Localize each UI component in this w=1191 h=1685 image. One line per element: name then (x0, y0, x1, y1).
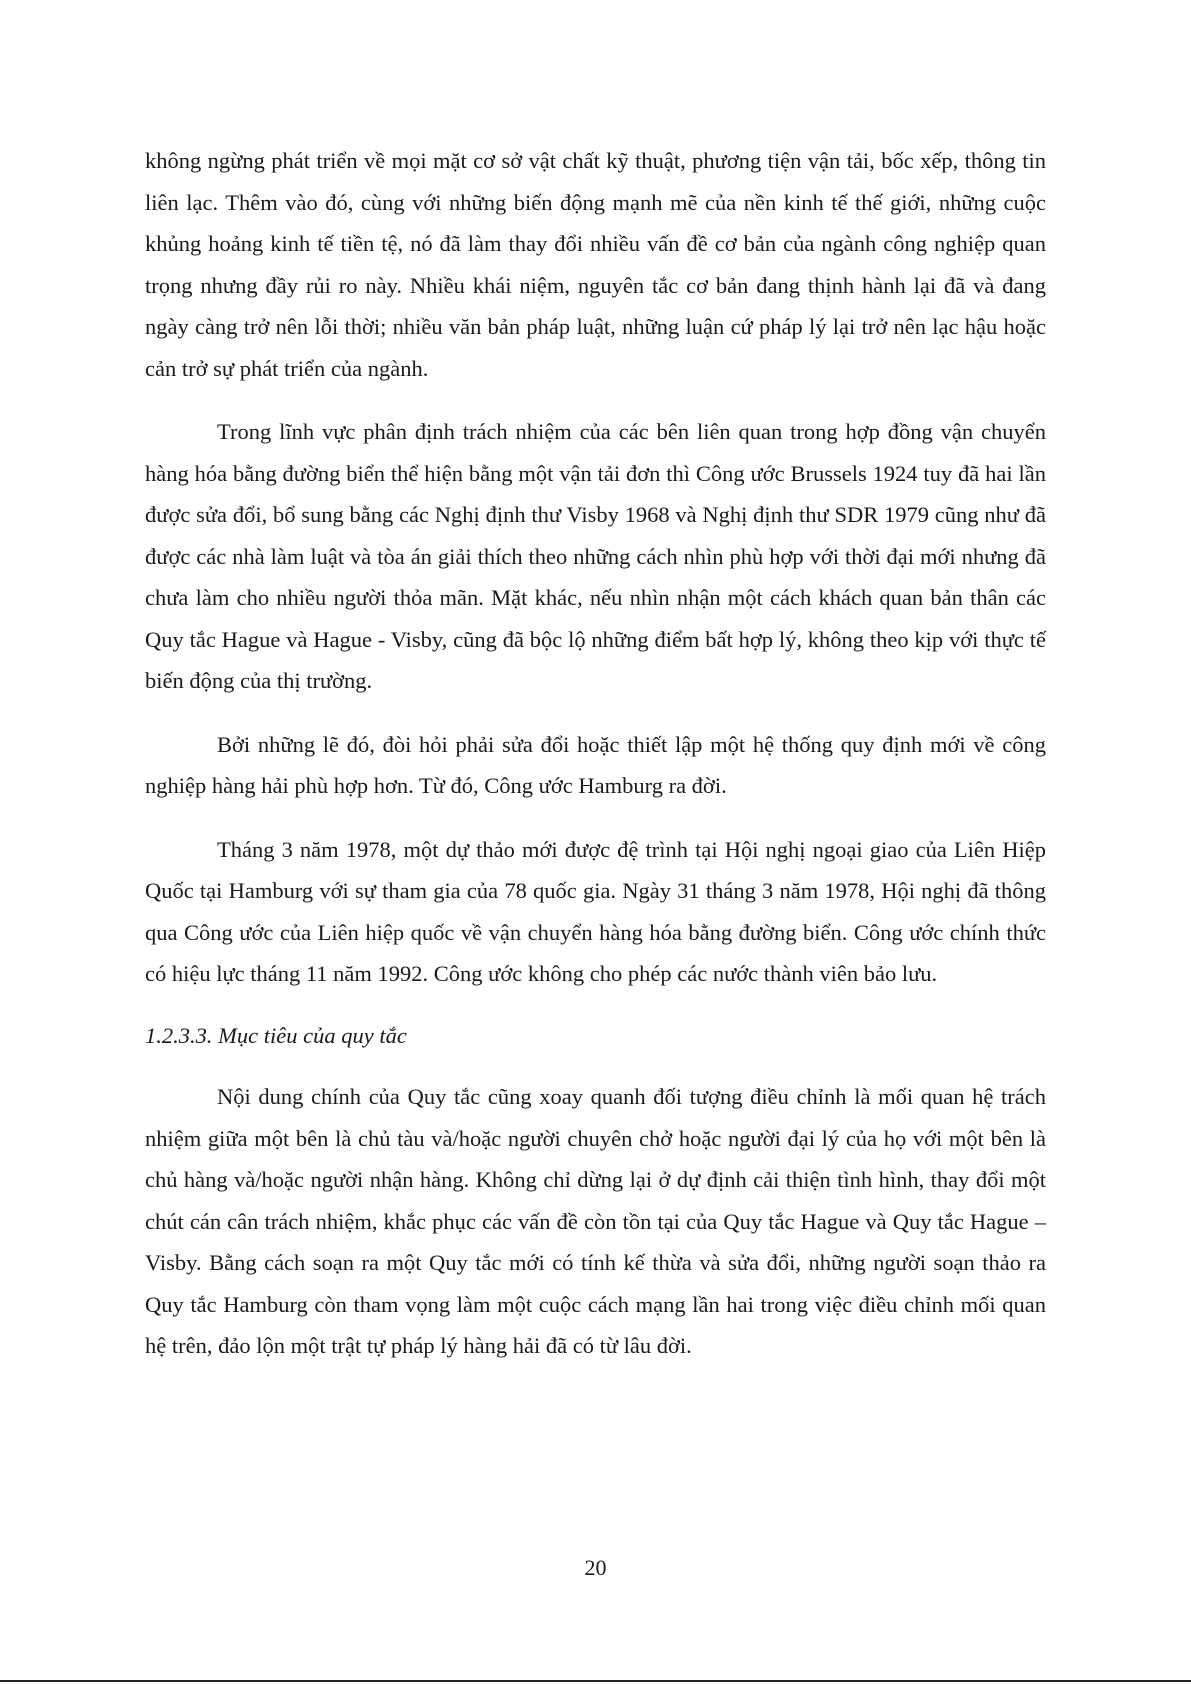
bottom-divider (0, 1680, 1191, 1682)
paragraph-continuation: không ngừng phát triển về mọi mặt cơ sở vật chất kỹ thuật, phương tiện vận tải, bốc xếp, thông tin liên lạc. Thêm vào đó, cùng với những biến động mạnh mẽ của nền kinh tế thế giới, những cuộc khủng hoảng kinh tế tiền tệ, nó đã làm thay đổi nhiều vấn đề cơ bản của ngành công nghiệp quan trọng nhưng đầy rủi ro này. Nhiều khái niệm, nguyên tắc cơ bản đang thịnh hành lại đã và đang ngày càng trở nên lỗi thời; nhiều văn bản pháp luật, những luận cứ pháp lý lại trở nên lạc hậu hoặc cản trở sự phát triển của ngành. (145, 148, 1046, 381)
page-number: 20 (584, 1555, 607, 1580)
section-heading: 1.2.3.3. Mục tiêu của quy tắc (145, 1022, 407, 1048)
paragraph-objectives: Nội dung chính của Quy tắc cũng xoay quanh đối tượng điều chỉnh là mối quan hệ trách nhiệm giữa một bên là chủ tàu và/hoặc người chuyên chở hoặc người đại lý của họ với một bên là chủ hàng và/hoặc người nhận hàng. Không chỉ dừng lại ở dự định cải thiện tình hình, thay đổi một chút cán cân trách nhiệm, khắc phục các vấn đề còn tồn tại của Quy tắc Hague và Quy tắc Hague – Visby. Bằng cách soạn ra một Quy tắc mới có tính kế thừa và sửa đổi, những người soạn thảo ra Quy tắc Hamburg còn tham vọng làm một cuộc cách mạng lần hai trong việc điều chỉnh mối quan hệ trên, đảo lộn một trật tự pháp lý hàng hải đã có từ lâu đời. (145, 1084, 1046, 1358)
paragraph-hamburg-history: Tháng 3 năm 1978, một dự thảo mới được đệ trình tại Hội nghị ngoại giao của Liên Hiệp Quốc tại Hamburg với sự tham gia của 78 quốc gia. Ngày 31 tháng 3 năm 1978, Hội nghị đã thông qua Công ước của Liên hiệp quốc về vận chuyển hàng hóa bằng đường biển. Công ước chính thức có hiệu lực tháng 11 năm 1992. Công ước không cho phép các nước thành viên bảo lưu. (145, 836, 1046, 986)
paragraph-brussels: Trong lĩnh vực phân định trách nhiệm của các bên liên quan trong hợp đồng vận chuyển hàng hóa bằng đường biển thể hiện bằng một vận tải đơn thì Công ước Brussels 1924 tuy đã hai lần được sửa đổi, bổ sung bằng các Nghị định thư Visby 1968 và Nghị định thư SDR 1979 cũng như đã được các nhà làm luật và tòa án giải thích theo những cách nhìn phù hợp với thời đại mới nhưng đã chưa làm cho nhiều người thỏa mãn. Mặt khác, nếu nhìn nhận một cách khách quan bản thân các Quy tắc Hague và Hague - Visby, cũng đã bộc lộ những điểm bất hợp lý, không theo kịp với thực tế biến động của thị trường. (145, 419, 1046, 693)
paragraph-reasons: Bởi những lẽ đó, đòi hỏi phải sửa đổi hoặc thiết lập một hệ thống quy định mới về công nghiệp hàng hải phù hợp hơn. Từ đó, Công ước Hamburg ra đời. (145, 731, 1046, 798)
document-body (145, 140, 1046, 1367)
